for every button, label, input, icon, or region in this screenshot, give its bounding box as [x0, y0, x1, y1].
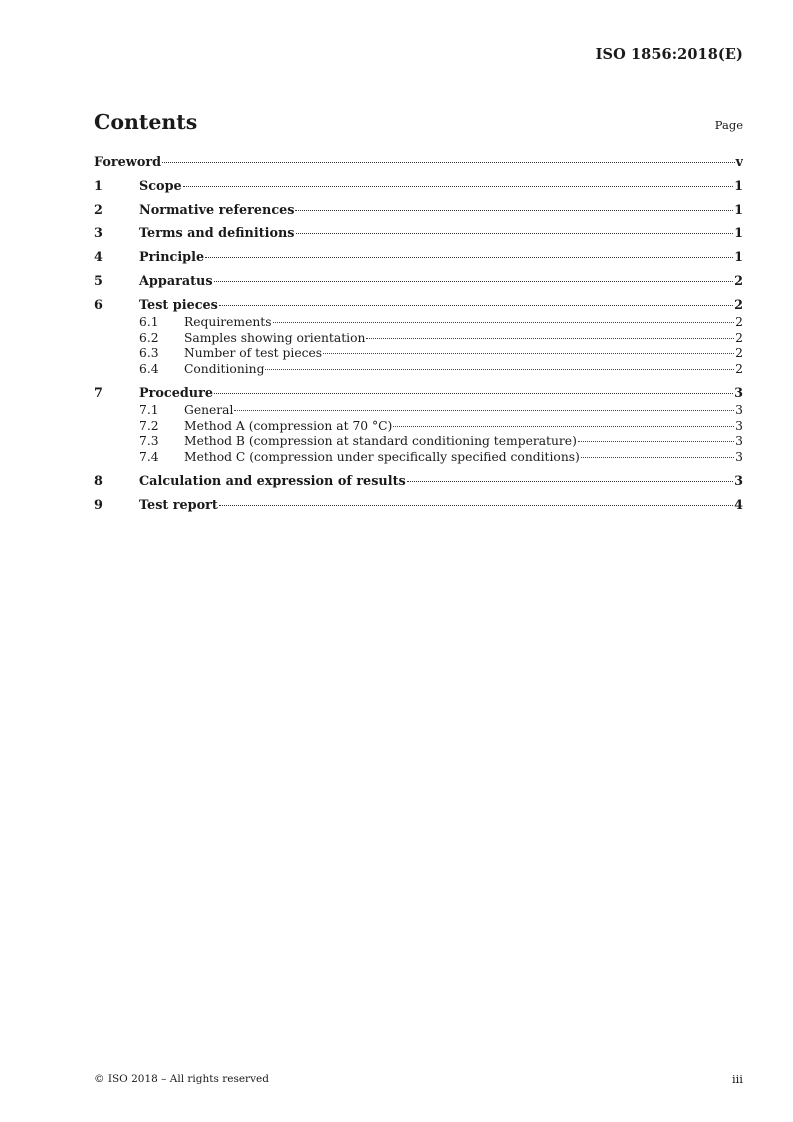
toc-entry-page: 2 — [735, 330, 743, 345]
dot-leader — [219, 505, 733, 506]
toc-entry-number: 6.2 — [139, 330, 159, 345]
toc-entry-title: Method A (compression at 70 °C) — [184, 418, 393, 433]
dot-leader — [214, 393, 733, 394]
toc-entry-page: 2 — [735, 346, 743, 361]
toc-entry-number: 6.1 — [139, 314, 159, 329]
toc-entry[interactable] — [94, 403, 743, 419]
toc-entry-title: Scope — [139, 178, 182, 194]
toc-entry-number: 2 — [94, 202, 103, 218]
toc-entry-number: 6.4 — [139, 362, 159, 377]
dot-leader — [296, 233, 734, 234]
toc-entry[interactable] — [94, 155, 743, 171]
page-column-label: Page — [714, 118, 743, 132]
toc-entry-title: Normative references — [139, 202, 295, 218]
toc-entry-number: 7.4 — [139, 450, 159, 465]
toc-entry-title: Calculation and expression of results — [139, 473, 406, 489]
dot-leader — [323, 353, 734, 354]
toc-entry-title: Samples showing orientation — [184, 330, 366, 345]
toc-entry-page: 3 — [735, 434, 743, 449]
toc-entry-number: 6 — [94, 297, 103, 313]
toc-entry-page: v — [735, 155, 743, 170]
dot-leader — [295, 210, 733, 211]
toc-entry-page: 1 — [734, 202, 743, 218]
table-of-contents — [94, 155, 743, 514]
toc-entry[interactable] — [94, 298, 743, 314]
toc-entry-title: Apparatus — [139, 273, 213, 289]
toc-entry-title: Procedure — [139, 385, 213, 401]
toc-entry-page: 2 — [735, 314, 743, 329]
page-number: iii — [731, 1072, 743, 1086]
toc-entry-title: Foreword — [94, 155, 162, 170]
dot-leader — [162, 162, 735, 163]
toc-entry-page: 1 — [734, 250, 743, 266]
toc-entry[interactable] — [94, 362, 743, 378]
toc-entry-title: Method B (compression at standard conditioning temperature) — [184, 434, 577, 449]
dot-leader — [265, 369, 734, 370]
toc-entry[interactable] — [94, 498, 743, 514]
toc-entry-title: Test pieces — [139, 297, 218, 313]
toc-entry[interactable] — [94, 315, 743, 331]
toc-entry-page: 1 — [734, 226, 743, 242]
dot-leader — [407, 481, 733, 482]
toc-entry-number: 1 — [94, 178, 103, 194]
toc-entry-number: 9 — [94, 497, 103, 513]
toc-entry[interactable] — [94, 419, 743, 435]
toc-entry-number: 7.1 — [139, 402, 159, 417]
dot-leader — [219, 305, 733, 306]
dot-leader — [273, 322, 735, 323]
toc-entry[interactable] — [94, 331, 743, 347]
toc-entry[interactable] — [94, 450, 743, 466]
toc-entry-page: 3 — [735, 402, 743, 417]
toc-entry-title: General — [184, 402, 234, 417]
toc-entry[interactable] — [94, 203, 743, 219]
toc-entry-page: 3 — [734, 385, 743, 401]
toc-entry-title: Conditioning — [184, 362, 265, 377]
toc-entry-page: 4 — [734, 497, 743, 513]
dot-leader — [366, 338, 734, 339]
toc-entry-title: Number of test pieces — [184, 346, 323, 361]
page-title: Contents — [94, 110, 198, 134]
toc-entry[interactable] — [94, 386, 743, 402]
toc-entry-title: Method C (compression under specifically specified conditions) — [184, 450, 580, 465]
dot-leader — [581, 457, 734, 458]
toc-entry-title: Test report — [139, 497, 218, 513]
toc-entry[interactable] — [94, 226, 743, 242]
toc-entry-number: 5 — [94, 273, 103, 289]
dot-leader — [214, 281, 734, 282]
toc-entry[interactable] — [94, 434, 743, 450]
toc-entry-number: 8 — [94, 473, 103, 489]
toc-entry[interactable] — [94, 179, 743, 195]
toc-entry-page: 2 — [734, 273, 743, 289]
toc-entry-page: 2 — [735, 362, 743, 377]
dot-leader — [393, 426, 734, 427]
toc-entry[interactable] — [94, 250, 743, 266]
toc-entry-number: 6.3 — [139, 346, 159, 361]
toc-entry[interactable] — [94, 346, 743, 362]
toc-entry-title: Terms and definitions — [139, 226, 295, 242]
toc-entry-page: 1 — [734, 178, 743, 194]
toc-entry-number: 3 — [94, 226, 103, 242]
toc-entry-number: 4 — [94, 250, 103, 266]
toc-entry-title: Requirements — [184, 314, 272, 329]
toc-entry[interactable] — [94, 274, 743, 290]
dot-leader — [578, 441, 734, 442]
toc-entry[interactable] — [94, 474, 743, 490]
toc-entry-number: 7 — [94, 385, 103, 401]
dot-leader — [205, 257, 733, 258]
toc-entry-number: 7.3 — [139, 434, 159, 449]
dot-leader — [183, 186, 733, 187]
toc-entry-page: 3 — [734, 473, 743, 489]
copyright-notice: © ISO 2018 – All rights reserved — [94, 1073, 269, 1085]
document-reference: ISO 1856:2018(E) — [595, 46, 743, 63]
toc-entry-page: 2 — [734, 297, 743, 313]
toc-entry-number: 7.2 — [139, 418, 159, 433]
toc-entry-page: 3 — [735, 418, 743, 433]
dot-leader — [234, 410, 734, 411]
toc-entry-title: Principle — [139, 250, 205, 266]
toc-entry-page: 3 — [735, 450, 743, 465]
